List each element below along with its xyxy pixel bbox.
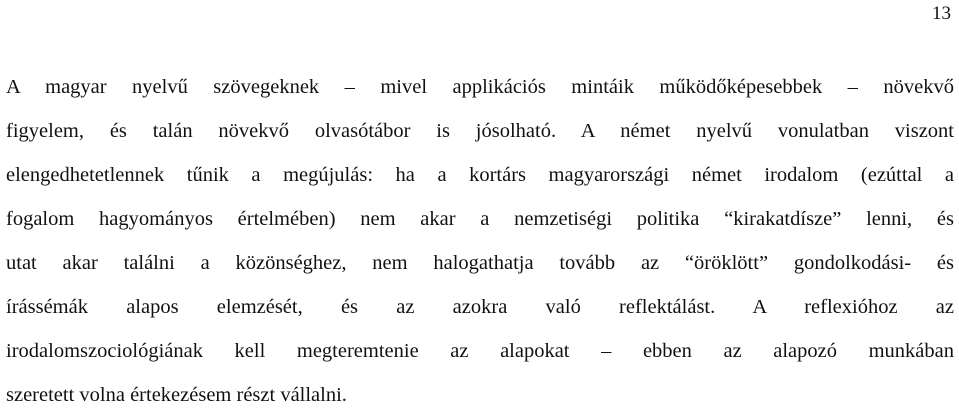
paragraph-line: A magyar nyelvű szövegeknek – mivel applikációs mintáik működőképesebbek – növekvő (6, 76, 954, 98)
paragraph-line: elengedhetetlennek tűnik a megújulás: ha a kortárs magyarországi német irodalom (ezúttal a (6, 164, 954, 186)
paragraph-line: írássémák alapos elemzését, és az azokra való reflektálást. A reflexióhoz az (6, 296, 954, 318)
body-paragraph (6, 65, 954, 417)
paragraph-line: utat akar találni a közönséghez, nem halogathatja tovább az “öröklött” gondolkodási- és (6, 252, 954, 274)
paragraph-line: figyelem, és talán növekvő olvasótábor is jósolható. A német nyelvű vonulatban viszont (6, 120, 954, 142)
page-number: 13 (932, 3, 951, 24)
paragraph-line: irodalomszociológiának kell megteremtenie az alapokat – ebben az alapozó munkában (6, 340, 954, 362)
paragraph-line: szeretett volna értekezésem részt vállalni. (6, 384, 347, 406)
paragraph-line: fogalom hagyományos értelmében) nem akar a nemzetiségi politika “kirakatdísze” lenni, és (6, 208, 954, 230)
